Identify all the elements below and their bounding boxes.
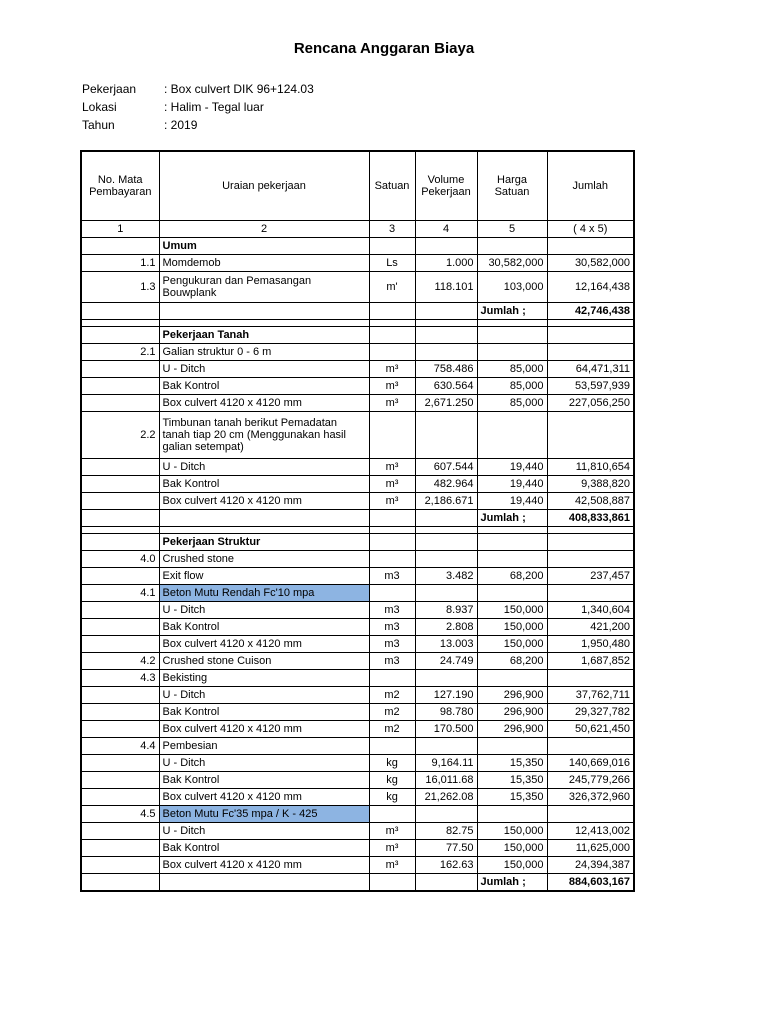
- index-cell: 3: [369, 221, 415, 238]
- item-total: 245,779,266: [547, 772, 634, 789]
- item-price: 296,900: [477, 721, 547, 738]
- item-number: [81, 361, 159, 378]
- item-number: 4.1: [81, 585, 159, 602]
- subtotal-label: Jumlah ;: [477, 303, 547, 320]
- item-price: 19,440: [477, 476, 547, 493]
- section-title: Pekerjaan Tanah: [159, 327, 369, 344]
- item-description: Box culvert 4120 x 4120 mm: [159, 395, 369, 412]
- table-row: [81, 806, 634, 823]
- item-price: [477, 412, 547, 459]
- empty-cell: [547, 238, 634, 255]
- item-description: Pembesian: [159, 738, 369, 755]
- table-row: [81, 378, 634, 395]
- item-volume: 118.101: [415, 272, 477, 303]
- table-row: [81, 459, 634, 476]
- subtotal-value: 884,603,167: [547, 874, 634, 892]
- empty-cell: [369, 238, 415, 255]
- item-description: Bekisting: [159, 670, 369, 687]
- item-volume: [415, 806, 477, 823]
- item-total: [547, 670, 634, 687]
- item-unit: m³: [369, 476, 415, 493]
- empty-cell: [477, 534, 547, 551]
- item-description: U - Ditch: [159, 602, 369, 619]
- document-title: Rencana Anggaran Biaya: [293, 40, 475, 57]
- item-volume: 758.486: [415, 361, 477, 378]
- item-number: [81, 721, 159, 738]
- item-price: 85,000: [477, 361, 547, 378]
- header-uraian: Uraian pekerjaan: [159, 151, 369, 221]
- item-total: 1,950,480: [547, 636, 634, 653]
- empty-cell: [159, 510, 369, 527]
- item-number: [81, 493, 159, 510]
- item-price: 296,900: [477, 687, 547, 704]
- table-row: [81, 412, 634, 459]
- item-volume: [415, 585, 477, 602]
- item-price: 150,000: [477, 619, 547, 636]
- item-description: U - Ditch: [159, 755, 369, 772]
- item-price: [477, 551, 547, 568]
- info-label: Tahun: [82, 118, 115, 132]
- empty-cell: [159, 527, 369, 534]
- item-unit: m3: [369, 636, 415, 653]
- item-price: 85,000: [477, 378, 547, 395]
- empty-cell: [415, 303, 477, 320]
- item-price: 15,350: [477, 755, 547, 772]
- item-unit: m³: [369, 378, 415, 395]
- header-no: No. Mata Pembayaran: [81, 151, 159, 221]
- item-total: 140,669,016: [547, 755, 634, 772]
- empty-cell: [159, 303, 369, 320]
- table-row: [81, 272, 634, 303]
- table-row: [81, 551, 634, 568]
- table-row: [81, 755, 634, 772]
- item-price: [477, 806, 547, 823]
- item-description: U - Ditch: [159, 687, 369, 704]
- item-total: 42,508,887: [547, 493, 634, 510]
- item-unit: [369, 344, 415, 361]
- item-total: [547, 344, 634, 361]
- empty-cell: [547, 527, 634, 534]
- item-number: [81, 568, 159, 585]
- item-description: Beton Mutu Fc'35 mpa / K - 425: [159, 806, 369, 823]
- item-volume: 1.000: [415, 255, 477, 272]
- item-unit: m3: [369, 602, 415, 619]
- item-unit: m2: [369, 721, 415, 738]
- empty-cell: [547, 534, 634, 551]
- item-volume: [415, 670, 477, 687]
- index-cell: 2: [159, 221, 369, 238]
- item-unit: m³: [369, 840, 415, 857]
- item-description: Momdemob: [159, 255, 369, 272]
- item-price: 30,582,000: [477, 255, 547, 272]
- info-row-pekerjaan: [82, 80, 314, 98]
- item-total: 30,582,000: [547, 255, 634, 272]
- item-description: Pengukuran dan Pemasangan Bouwplank: [159, 272, 369, 303]
- info-value: : Halim - Tegal luar: [164, 100, 264, 114]
- empty-cell: [415, 527, 477, 534]
- item-number: 4.4: [81, 738, 159, 755]
- item-total: 12,164,438: [547, 272, 634, 303]
- item-number: [81, 755, 159, 772]
- item-volume: [415, 344, 477, 361]
- item-description: Box culvert 4120 x 4120 mm: [159, 789, 369, 806]
- empty-cell: [159, 874, 369, 892]
- empty-cell: [369, 303, 415, 320]
- table-row: [81, 704, 634, 721]
- empty-cell: [415, 534, 477, 551]
- item-description: U - Ditch: [159, 361, 369, 378]
- item-unit: [369, 670, 415, 687]
- item-price: 150,000: [477, 857, 547, 874]
- item-total: [547, 551, 634, 568]
- item-total: [547, 412, 634, 459]
- header-satuan: Satuan: [369, 151, 415, 221]
- item-number: 4.2: [81, 653, 159, 670]
- item-volume: [415, 738, 477, 755]
- index-cell: 5: [477, 221, 547, 238]
- item-total: 326,372,960: [547, 789, 634, 806]
- item-description: Box culvert 4120 x 4120 mm: [159, 857, 369, 874]
- section-row: [81, 327, 634, 344]
- empty-cell: [81, 874, 159, 892]
- item-unit: m³: [369, 823, 415, 840]
- item-unit: [369, 585, 415, 602]
- item-number: 4.3: [81, 670, 159, 687]
- item-volume: 127.190: [415, 687, 477, 704]
- item-volume: 482.964: [415, 476, 477, 493]
- item-number: 1.3: [81, 272, 159, 303]
- item-price: 103,000: [477, 272, 547, 303]
- table-row: [81, 255, 634, 272]
- table-row: [81, 687, 634, 704]
- table-row: [81, 568, 634, 585]
- item-volume: 98.780: [415, 704, 477, 721]
- item-volume: 21,262.08: [415, 789, 477, 806]
- empty-cell: [369, 320, 415, 327]
- item-volume: 2,671.250: [415, 395, 477, 412]
- empty-cell: [547, 320, 634, 327]
- item-number: [81, 459, 159, 476]
- item-number: [81, 476, 159, 493]
- info-label: Pekerjaan: [82, 82, 137, 96]
- section-row: [81, 238, 634, 255]
- item-unit: m³: [369, 395, 415, 412]
- empty-cell: [159, 320, 369, 327]
- column-index-row: [81, 221, 634, 238]
- item-total: 29,327,782: [547, 704, 634, 721]
- item-price: 150,000: [477, 636, 547, 653]
- item-total: 227,056,250: [547, 395, 634, 412]
- empty-cell: [477, 527, 547, 534]
- table-row: [81, 493, 634, 510]
- item-unit: m2: [369, 704, 415, 721]
- item-price: 85,000: [477, 395, 547, 412]
- item-volume: 9,164.11: [415, 755, 477, 772]
- empty-cell: [415, 510, 477, 527]
- item-unit: m³: [369, 493, 415, 510]
- item-unit: Ls: [369, 255, 415, 272]
- item-total: 1,687,852: [547, 653, 634, 670]
- item-unit: kg: [369, 789, 415, 806]
- item-volume: 13.003: [415, 636, 477, 653]
- item-description: Beton Mutu Rendah Fc'10 mpa: [159, 585, 369, 602]
- subtotal-value: 42,746,438: [547, 303, 634, 320]
- item-total: 9,388,820: [547, 476, 634, 493]
- item-volume: 607.544: [415, 459, 477, 476]
- empty-cell: [415, 238, 477, 255]
- item-total: [547, 806, 634, 823]
- section-title: Umum: [159, 238, 369, 255]
- item-unit: m': [369, 272, 415, 303]
- project-info: [82, 80, 314, 134]
- item-description: Box culvert 4120 x 4120 mm: [159, 636, 369, 653]
- item-unit: m3: [369, 619, 415, 636]
- item-price: 19,440: [477, 459, 547, 476]
- item-total: 1,340,604: [547, 602, 634, 619]
- item-description: Bak Kontrol: [159, 476, 369, 493]
- item-volume: 16,011.68: [415, 772, 477, 789]
- info-row-lokasi: [82, 98, 314, 116]
- item-unit: m³: [369, 361, 415, 378]
- item-price: 15,350: [477, 789, 547, 806]
- index-cell: 4: [415, 221, 477, 238]
- item-description: Bak Kontrol: [159, 378, 369, 395]
- item-volume: 24.749: [415, 653, 477, 670]
- item-price: [477, 585, 547, 602]
- item-total: 24,394,387: [547, 857, 634, 874]
- empty-cell: [369, 534, 415, 551]
- item-price: 150,000: [477, 823, 547, 840]
- table-row: [81, 636, 634, 653]
- item-number: [81, 789, 159, 806]
- item-number: 4.0: [81, 551, 159, 568]
- item-number: [81, 840, 159, 857]
- item-volume: 3.482: [415, 568, 477, 585]
- subtotal-row: [81, 874, 634, 892]
- item-number: 1.1: [81, 255, 159, 272]
- item-description: Bak Kontrol: [159, 840, 369, 857]
- empty-cell: [369, 510, 415, 527]
- table-row: [81, 361, 634, 378]
- table-row: [81, 653, 634, 670]
- table-body: [81, 151, 634, 891]
- table-row: [81, 772, 634, 789]
- budget-table: [80, 150, 635, 892]
- item-description: Box culvert 4120 x 4120 mm: [159, 493, 369, 510]
- item-unit: kg: [369, 755, 415, 772]
- item-description: U - Ditch: [159, 823, 369, 840]
- item-volume: 77.50: [415, 840, 477, 857]
- header-volume: Volume Pekerjaan: [415, 151, 477, 221]
- table-row: [81, 840, 634, 857]
- index-cell: ( 4 x 5): [547, 221, 634, 238]
- table-row: [81, 823, 634, 840]
- item-number: [81, 378, 159, 395]
- item-number: [81, 857, 159, 874]
- item-description: Crushed stone: [159, 551, 369, 568]
- table-row: [81, 585, 634, 602]
- item-total: 11,810,654: [547, 459, 634, 476]
- item-volume: 630.564: [415, 378, 477, 395]
- empty-cell: [415, 874, 477, 892]
- item-description: Crushed stone Cuison: [159, 653, 369, 670]
- item-description: Bak Kontrol: [159, 619, 369, 636]
- empty-cell: [81, 320, 159, 327]
- header-harga: Harga Satuan: [477, 151, 547, 221]
- empty-cell: [415, 327, 477, 344]
- item-number: [81, 772, 159, 789]
- item-number: [81, 823, 159, 840]
- empty-cell: [369, 327, 415, 344]
- item-description: Timbunan tanah berikut Pemadatan tanah tiap 20 cm (Menggunakan hasil galian setempat): [159, 412, 369, 459]
- info-row-tahun: [82, 116, 314, 134]
- item-price: 296,900: [477, 704, 547, 721]
- subtotal-label: Jumlah ;: [477, 510, 547, 527]
- subtotal-label: Jumlah ;: [477, 874, 547, 892]
- subtotal-row: [81, 303, 634, 320]
- empty-cell: [477, 238, 547, 255]
- item-number: 2.2: [81, 412, 159, 459]
- empty-cell: [81, 510, 159, 527]
- empty-cell: [369, 527, 415, 534]
- info-value: : 2019: [164, 118, 198, 132]
- item-total: 50,621,450: [547, 721, 634, 738]
- item-price: [477, 670, 547, 687]
- item-total: 37,762,711: [547, 687, 634, 704]
- item-total: 12,413,002: [547, 823, 634, 840]
- item-number: [81, 687, 159, 704]
- item-description: Galian struktur 0 - 6 m: [159, 344, 369, 361]
- table-row: [81, 619, 634, 636]
- item-unit: [369, 551, 415, 568]
- item-total: 11,625,000: [547, 840, 634, 857]
- table-row: [81, 738, 634, 755]
- spacer-row: [81, 320, 634, 327]
- table-row: [81, 476, 634, 493]
- item-unit: [369, 738, 415, 755]
- item-unit: [369, 412, 415, 459]
- no-cell: [81, 238, 159, 255]
- empty-cell: [81, 527, 159, 534]
- item-volume: 2,186.671: [415, 493, 477, 510]
- item-volume: [415, 412, 477, 459]
- item-total: [547, 738, 634, 755]
- item-price: 150,000: [477, 840, 547, 857]
- item-description: Box culvert 4120 x 4120 mm: [159, 721, 369, 738]
- table-row: [81, 721, 634, 738]
- item-total: 64,471,311: [547, 361, 634, 378]
- info-label: Lokasi: [82, 100, 117, 114]
- info-value: : Box culvert DIK 96+124.03: [164, 82, 314, 96]
- item-total: 237,457: [547, 568, 634, 585]
- no-cell: [81, 534, 159, 551]
- item-unit: m3: [369, 568, 415, 585]
- empty-cell: [477, 327, 547, 344]
- item-total: 53,597,939: [547, 378, 634, 395]
- no-cell: [81, 327, 159, 344]
- empty-cell: [547, 327, 634, 344]
- empty-cell: [477, 320, 547, 327]
- item-description: Bak Kontrol: [159, 772, 369, 789]
- item-number: 4.5: [81, 806, 159, 823]
- item-volume: 162.63: [415, 857, 477, 874]
- empty-cell: [369, 874, 415, 892]
- spacer-row: [81, 527, 634, 534]
- item-price: 15,350: [477, 772, 547, 789]
- item-volume: 8.937: [415, 602, 477, 619]
- header-jumlah: Jumlah: [547, 151, 634, 221]
- item-number: [81, 636, 159, 653]
- item-price: 150,000: [477, 602, 547, 619]
- table-row: [81, 395, 634, 412]
- item-description: U - Ditch: [159, 459, 369, 476]
- item-volume: 2.808: [415, 619, 477, 636]
- table-row: [81, 789, 634, 806]
- table-row: [81, 670, 634, 687]
- section-title: Pekerjaan Struktur: [159, 534, 369, 551]
- item-unit: [369, 806, 415, 823]
- item-price: [477, 344, 547, 361]
- section-row: [81, 534, 634, 551]
- item-unit: m2: [369, 687, 415, 704]
- item-number: [81, 395, 159, 412]
- item-total: [547, 585, 634, 602]
- subtotal-value: 408,833,861: [547, 510, 634, 527]
- item-unit: m³: [369, 857, 415, 874]
- empty-cell: [415, 320, 477, 327]
- table-row: [81, 602, 634, 619]
- item-number: 2.1: [81, 344, 159, 361]
- item-unit: m³: [369, 459, 415, 476]
- empty-cell: [81, 303, 159, 320]
- item-unit: kg: [369, 772, 415, 789]
- item-number: [81, 602, 159, 619]
- item-price: [477, 738, 547, 755]
- item-price: 68,200: [477, 568, 547, 585]
- item-volume: 82.75: [415, 823, 477, 840]
- item-volume: 170.500: [415, 721, 477, 738]
- subtotal-row: [81, 510, 634, 527]
- item-description: Bak Kontrol: [159, 704, 369, 721]
- item-total: 421,200: [547, 619, 634, 636]
- index-cell: 1: [81, 221, 159, 238]
- item-volume: [415, 551, 477, 568]
- item-price: 68,200: [477, 653, 547, 670]
- item-description: Exit flow: [159, 568, 369, 585]
- item-number: [81, 704, 159, 721]
- table-row: [81, 857, 634, 874]
- table-header-row: [81, 151, 634, 221]
- item-unit: m3: [369, 653, 415, 670]
- table-row: [81, 344, 634, 361]
- item-number: [81, 619, 159, 636]
- item-price: 19,440: [477, 493, 547, 510]
